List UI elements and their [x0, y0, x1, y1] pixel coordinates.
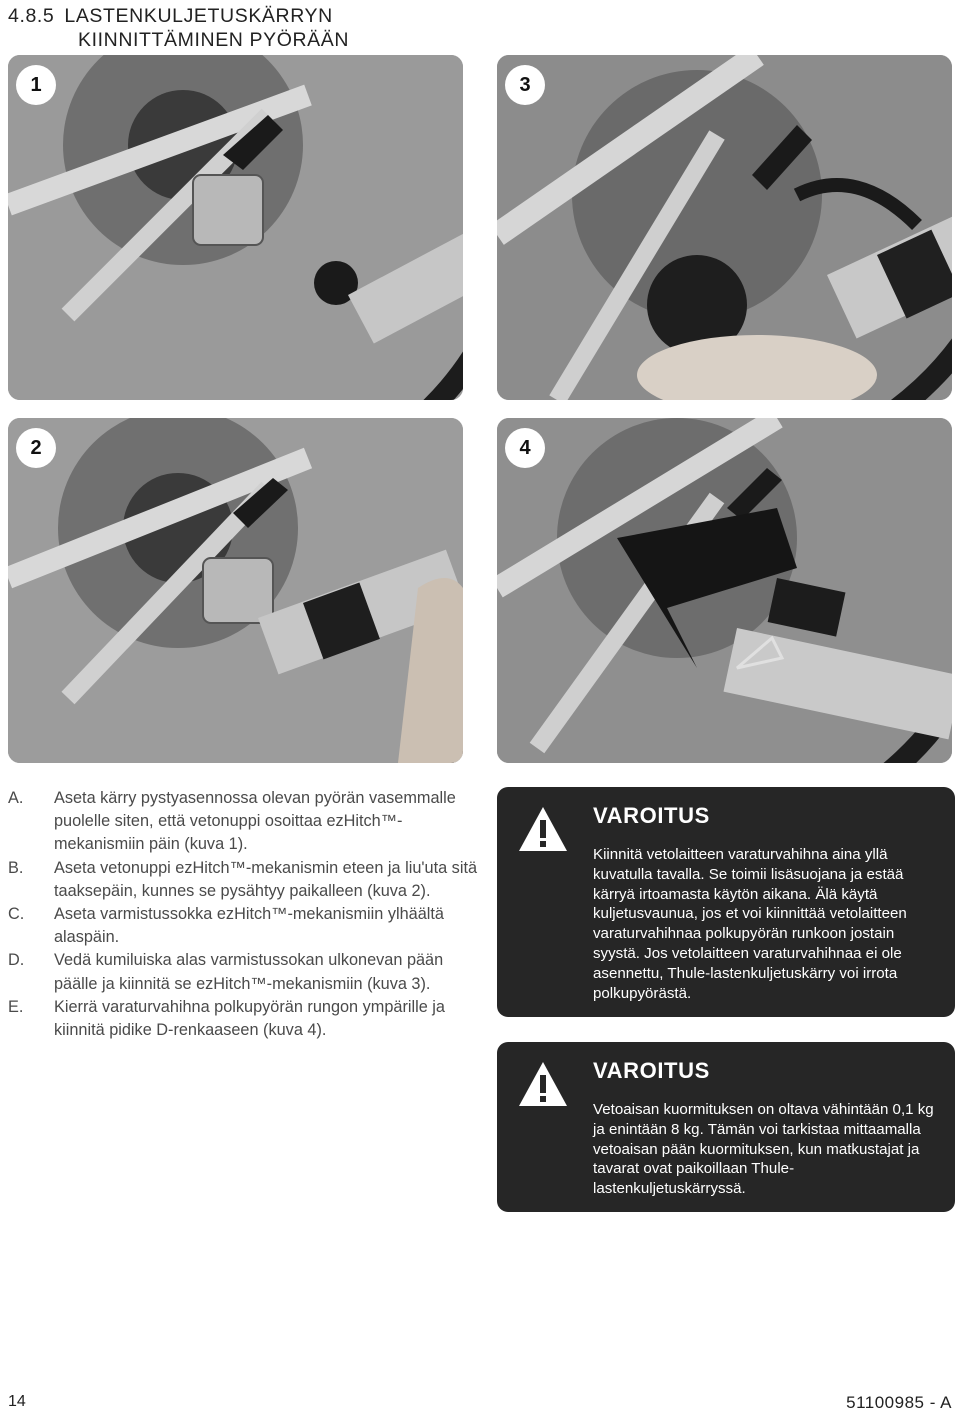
section-title-line2: KIINNITTÄMINEN PYÖRÄÄN: [78, 29, 350, 51]
warning-text: Kiinnitä vetolaitteen varaturvahihna aina yllä kuvatulla tavalla. Se toimii lisäsuojana ja estää kärryä irtoamasta käytön aikana. Älä käytä kuljetusvaunua, jos et voi kiinnittää vetolaitteen varaturvahihnaa polkupyörän runkoon jostain syystä. Jos vetolaitteen varaturvahihnaa ei ole asennettu, Thule-lastenkuljetuskärry voi irrota polkupyörästä.: [593, 846, 907, 1002]
step-letter: A.: [8, 789, 24, 807]
step-text: Vedä kumiluiska alas varmistussokan ulkonevan pään päälle ja kiinnitä se ezHitch™-mekanismiin (kuva 3).: [54, 951, 444, 993]
page-number: 14: [8, 1393, 26, 1410]
step-b: [8, 857, 478, 903]
step-text: Aseta kärry pystyasennossa olevan pyörän vasemmalle puolelle siten, että vetonuppi osoittaa ezHitch™-mekanismiin päin (kuva 1).: [54, 789, 456, 854]
warning-triangle-icon: [517, 805, 569, 853]
photo-step-4: [497, 418, 952, 763]
step-text: Kierrä varaturvahihna polkupyörän rungon ympärille ja kiinnitä pidike D-renkaaseen (kuva 4).: [54, 997, 445, 1040]
section-heading: [8, 4, 349, 52]
warning-box-1: [497, 787, 955, 1017]
warning-triangle-icon: [517, 1060, 569, 1108]
instruction-steps: [8, 787, 478, 1042]
step-letter: C.: [8, 905, 25, 924]
photo-step-2: [8, 418, 463, 763]
step-text: Aseta vetonuppi ezHitch™-mekanismin eteen ja liu'uta sitä taaksepäin, kunnes se pysähtyy paikalleen (kuva 2).: [54, 858, 478, 900]
bike-hitch-photo-1: [8, 55, 463, 400]
photo-label-4: 4: [505, 428, 545, 468]
step-a: [8, 787, 478, 857]
step-letter: E.: [8, 997, 24, 1016]
step-e: [8, 996, 478, 1042]
section-title-line1: LASTENKULJETUSKÄRRYN: [64, 5, 333, 27]
warning-title: VAROITUS: [593, 1058, 710, 1083]
bike-hitch-photo-4: [497, 418, 952, 763]
step-c: [8, 903, 478, 949]
bike-hitch-photo-3: [497, 55, 952, 400]
step-letter: B.: [8, 858, 24, 877]
photo-label-2: 2: [16, 428, 56, 468]
section-number: 4.8.5: [8, 5, 55, 27]
document-code: 51100985 - A: [846, 1393, 952, 1412]
warning-box-2: [497, 1042, 955, 1212]
photo-label-3: 3: [505, 65, 545, 105]
photo-step-1: [8, 55, 463, 400]
step-letter: D.: [8, 951, 25, 970]
warning-text: Vetoaisan kuormituksen on oltava vähintään 0,1 kg ja enintään 8 kg. Tämän voi tarkistaa mittaamalla vetoaisan pään kuormituksen, kun matkustajat ja tavarat ovat paikoillaan Thule-lastenkuljetuskärryssä.: [593, 1101, 934, 1198]
warning-title: VAROITUS: [593, 803, 710, 828]
step-d: [8, 949, 478, 995]
bike-hitch-photo-2: [8, 418, 463, 763]
photo-label-1: 1: [16, 65, 56, 105]
step-text: Aseta varmistussokka ezHitch™-mekanismiin ylhäältä alaspäin.: [54, 905, 444, 947]
photo-step-3: [497, 55, 952, 400]
